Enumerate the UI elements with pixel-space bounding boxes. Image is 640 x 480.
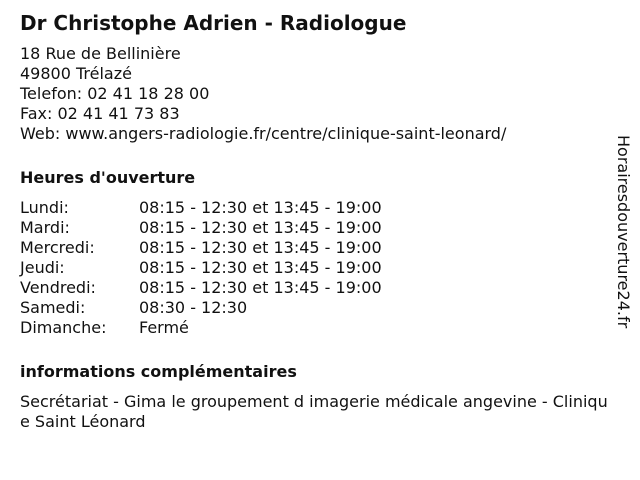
hours-row-mardi	[20, 218, 608, 238]
hours-row-jeudi	[20, 258, 608, 278]
info-text: Secrétariat - Gima le groupement d imagerie médicale angevine - Clinique Saint Léonard	[20, 392, 608, 431]
hours-table	[20, 198, 608, 338]
hours-time: 08:15 - 12:30 et 13:45 - 19:00	[139, 218, 382, 237]
hours-heading: Heures d'ouverture	[20, 168, 196, 187]
hours-time: 08:15 - 12:30 et 13:45 - 19:00	[139, 198, 382, 217]
hours-day: Samedi:	[20, 298, 86, 317]
hours-day: Mardi:	[20, 218, 70, 237]
hours-day: Dimanche:	[20, 318, 107, 337]
hours-time: 08:15 - 12:30 et 13:45 - 19:00	[139, 278, 382, 297]
hours-time: 08:15 - 12:30 et 13:45 - 19:00	[139, 258, 382, 277]
page-title: Dr Christophe Adrien - Radiologue	[20, 11, 407, 35]
hours-day: Vendredi:	[20, 278, 96, 297]
brand-watermark: Horairesdouverture24.fr	[614, 135, 633, 329]
hours-day: Jeudi:	[20, 258, 65, 277]
hours-row-mercredi	[20, 238, 608, 258]
city-address: 49800 Trélazé	[20, 64, 132, 83]
hours-day: Mercredi:	[20, 238, 95, 257]
hours-row-dimanche	[20, 318, 608, 338]
hours-row-lundi	[20, 198, 608, 218]
street-address: 18 Rue de Bellinière	[20, 44, 181, 63]
website-link[interactable]: Web: www.angers-radiologie.fr/centre/clinique-saint-leonard/	[20, 124, 507, 143]
hours-day: Lundi:	[20, 198, 69, 217]
phone-number: Telefon: 02 41 18 28 00	[20, 84, 210, 103]
hours-time: Fermé	[139, 318, 189, 337]
business-card	[20, 10, 608, 432]
fax-number: Fax: 02 41 41 73 83	[20, 104, 180, 123]
hours-row-samedi	[20, 298, 608, 318]
hours-time: 08:15 - 12:30 et 13:45 - 19:00	[139, 238, 382, 257]
address-block	[20, 44, 608, 144]
hours-row-vendredi	[20, 278, 608, 298]
info-heading: informations complémentaires	[20, 362, 297, 381]
hours-time: 08:30 - 12:30	[139, 298, 248, 317]
